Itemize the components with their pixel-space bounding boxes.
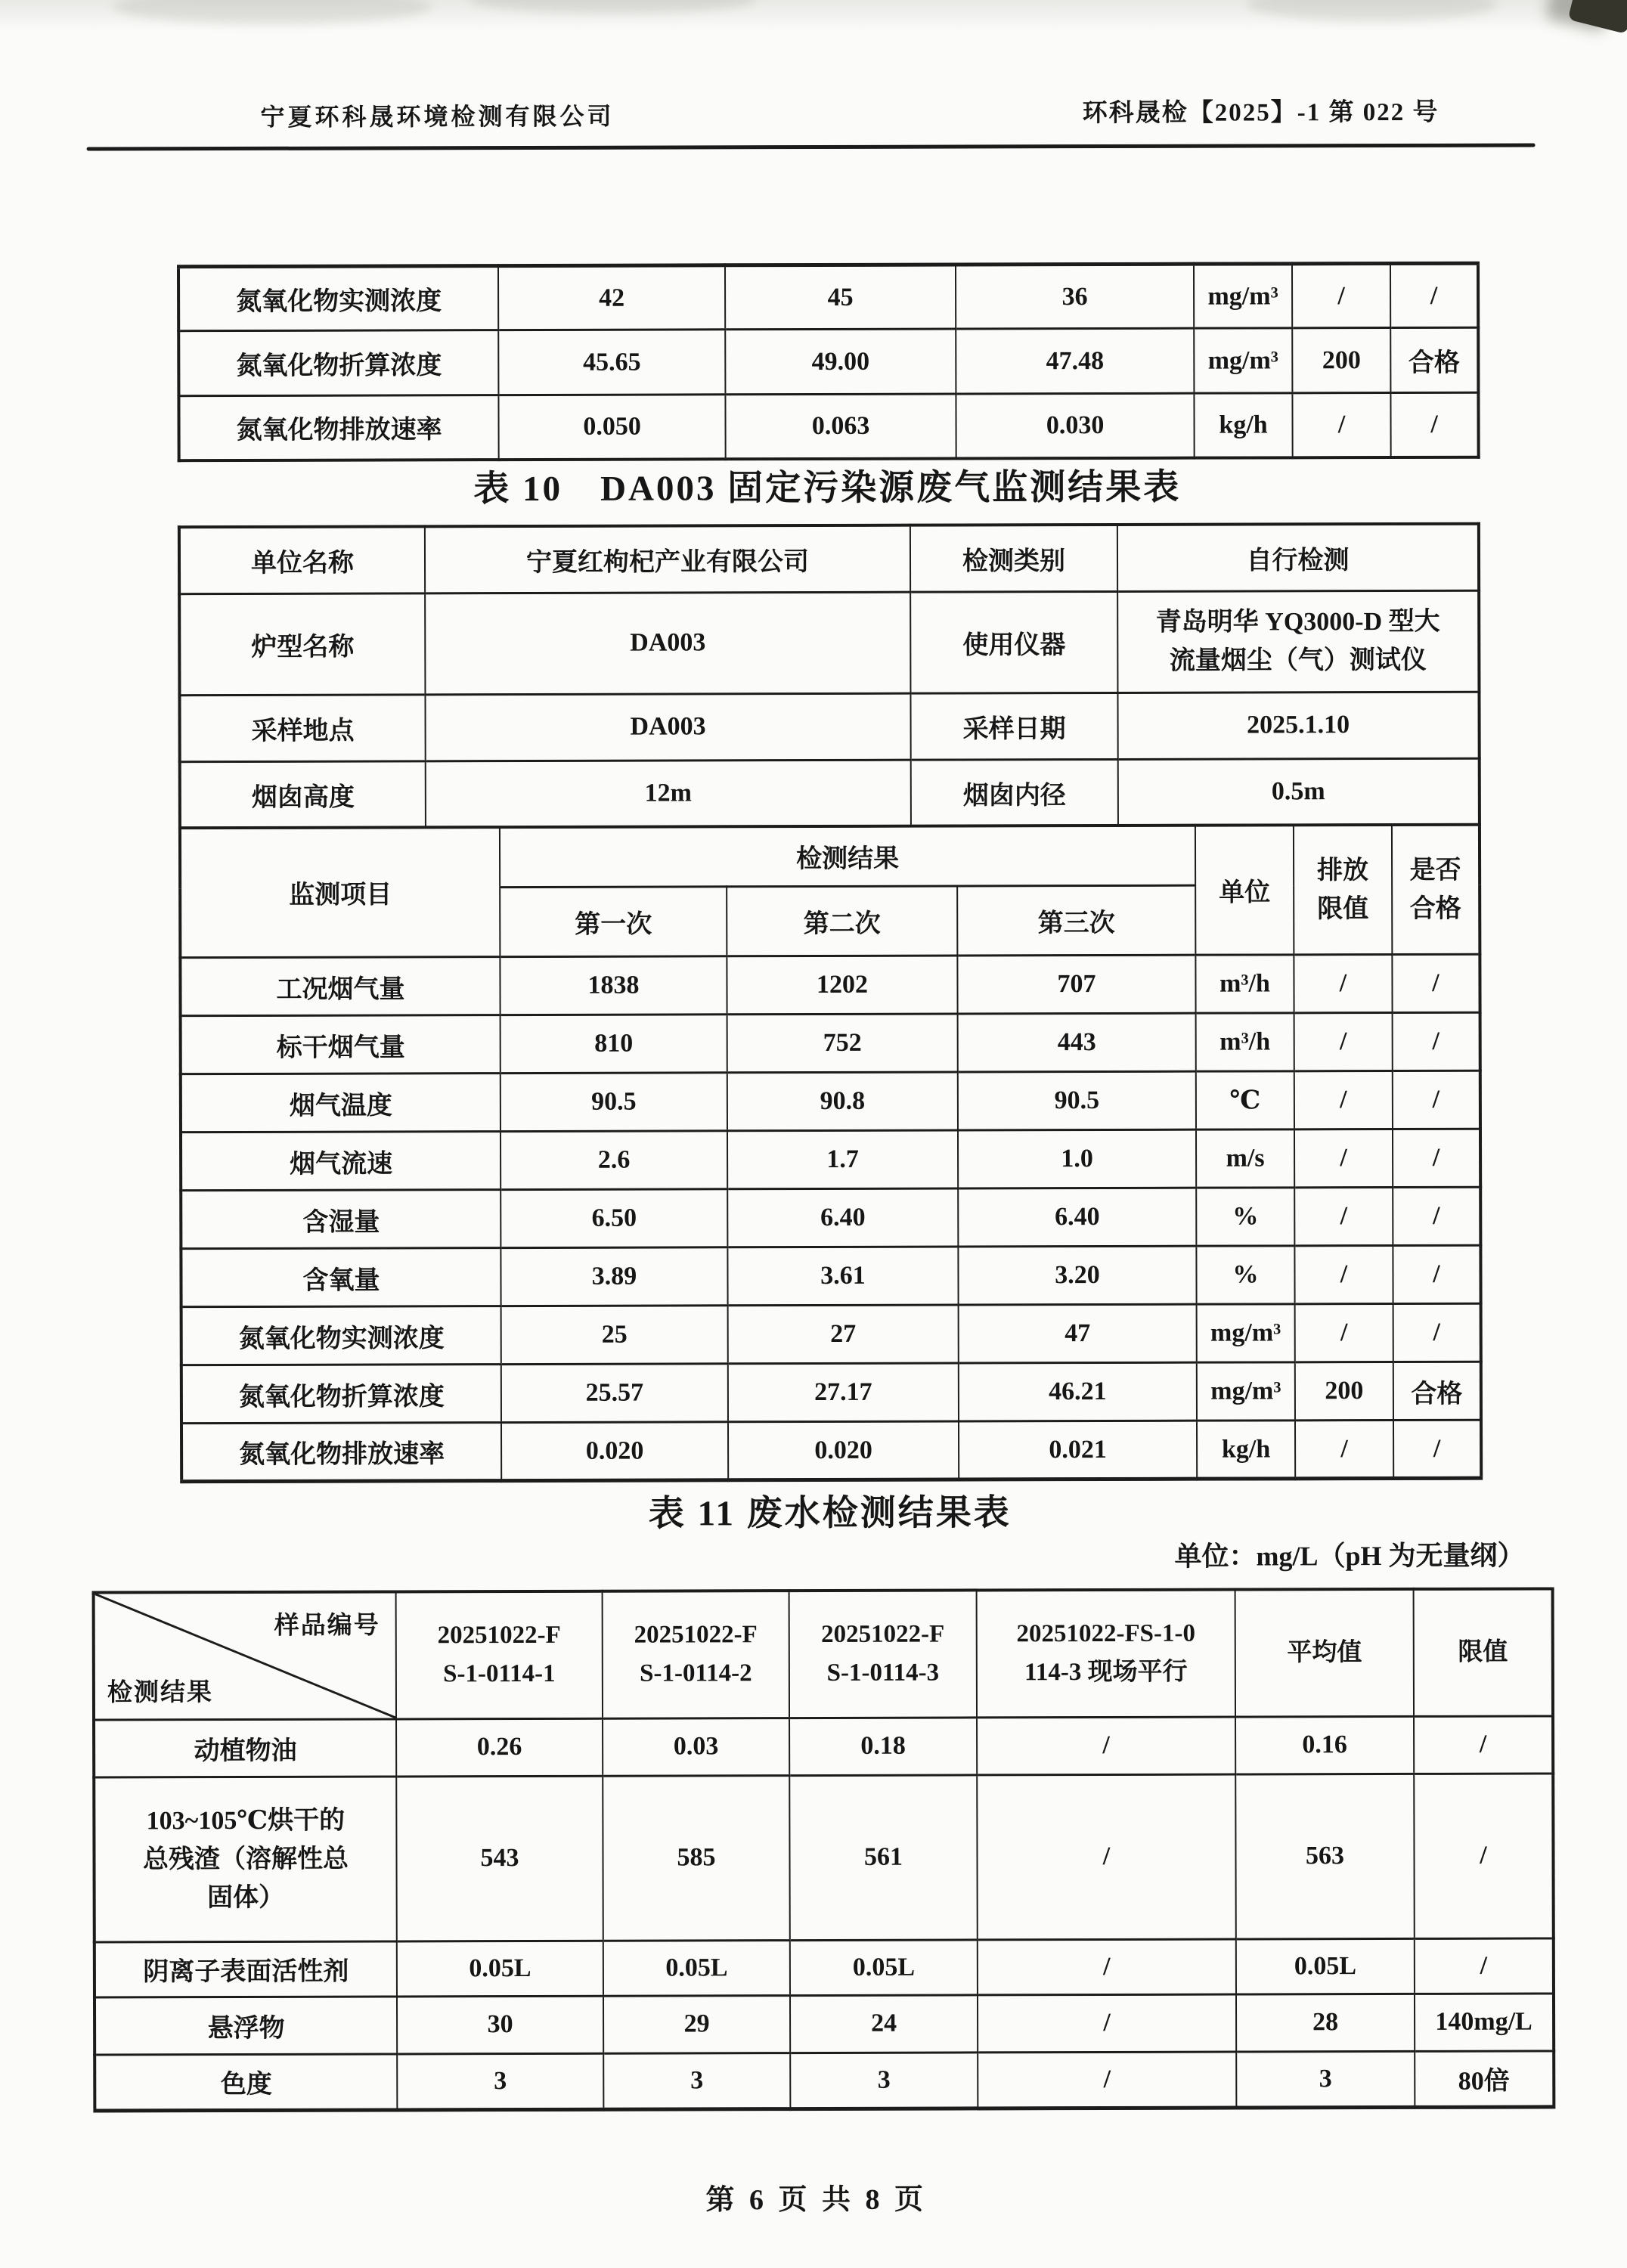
value-cell: 27 xyxy=(728,1305,959,1364)
qualified-cell: / xyxy=(1393,1012,1480,1070)
value-cell: 29 xyxy=(603,1995,790,2053)
column-header-run1: 第一次 xyxy=(500,887,727,957)
table-row xyxy=(181,1420,1481,1482)
row-label-cell: 氮氧化物折算浓度 xyxy=(178,330,498,396)
average-cell: 28 xyxy=(1236,1994,1415,2052)
unit-cell: % xyxy=(1196,1188,1294,1246)
table-row xyxy=(180,758,1480,829)
table10-title: 表 10 DA003 固定污染源废气监测结果表 xyxy=(473,467,1182,510)
info-value-cell: 青岛明华 YQ3000-D 型大 流量烟尘（气）测试仪 xyxy=(1117,590,1479,692)
value-cell: 3.61 xyxy=(727,1247,958,1306)
row-label-cell: 氮氧化物实测浓度 xyxy=(178,266,498,331)
column-header-result-group: 检测结果 xyxy=(500,825,1195,887)
gas-table-continued xyxy=(177,262,1480,462)
value-cell: 0.05L xyxy=(790,1939,978,1995)
value-cell: 30 xyxy=(397,1996,603,2054)
qualified-cell: 合格 xyxy=(1393,1362,1481,1420)
value-cell: 0.26 xyxy=(396,1718,603,1777)
value-cell: 0.18 xyxy=(789,1717,977,1775)
value-cell: 47 xyxy=(959,1304,1197,1363)
value-cell: 27.17 xyxy=(728,1363,959,1422)
average-cell: 563 xyxy=(1235,1774,1415,1939)
qualified-cell: 合格 xyxy=(1390,327,1478,392)
value-cell: 1.7 xyxy=(727,1130,958,1189)
table-row xyxy=(94,1773,1554,1941)
limit-cell: / xyxy=(1294,1187,1393,1245)
unit-cell: m/s xyxy=(1196,1129,1294,1188)
info-value-cell: 宁夏红枸杞产业有限公司 xyxy=(425,525,910,593)
value-cell: 3 xyxy=(397,2053,603,2110)
value-cell: 561 xyxy=(789,1774,978,1940)
table-row xyxy=(179,524,1479,594)
info-value-cell: DA003 xyxy=(425,592,910,695)
unit-cell: kg/h xyxy=(1194,393,1292,457)
value-cell: 810 xyxy=(500,1015,727,1074)
row-label-cell: 烟气流速 xyxy=(181,1132,500,1191)
limit-cell: / xyxy=(1294,1129,1393,1187)
value-cell: 6.40 xyxy=(727,1188,958,1247)
column-header-unit: 单位 xyxy=(1195,825,1294,955)
diagonal-header-top-label: 样品编号 xyxy=(274,1612,380,1640)
table-row xyxy=(95,1938,1554,1997)
value-cell: 24 xyxy=(790,1994,978,2053)
info-label-cell: 炉型名称 xyxy=(179,593,425,695)
limit-cell: / xyxy=(1414,1773,1554,1938)
limit-cell: / xyxy=(1414,1715,1553,1773)
document-number-header: 环科晟检【2025】-1 第 022 号 xyxy=(1082,98,1440,128)
diagonal-header-cell xyxy=(94,1591,396,1719)
table10-info xyxy=(178,522,1481,829)
value-cell: / xyxy=(978,1994,1236,2053)
limit-cell: / xyxy=(1295,1303,1393,1362)
value-cell: 0.021 xyxy=(959,1421,1197,1479)
info-label-cell: 检测类别 xyxy=(910,525,1117,592)
table-row xyxy=(178,327,1478,396)
row-label-cell: 工况烟气量 xyxy=(180,957,500,1016)
value-cell: 0.03 xyxy=(603,1718,789,1776)
info-value-cell: 0.5m xyxy=(1118,758,1480,826)
table11-unit-note: 单位：mg/L（pH 为无量纲） xyxy=(1174,1540,1525,1572)
row-label-cell: 标干烟气量 xyxy=(181,1015,500,1074)
table-row xyxy=(181,1129,1480,1191)
value-cell: 0.05L xyxy=(603,1940,790,1996)
column-header-limit: 限值 xyxy=(1414,1588,1553,1715)
row-label-cell: 氮氧化物排放速率 xyxy=(178,395,498,460)
value-cell: / xyxy=(978,2052,1236,2108)
info-label-cell: 烟囱高度 xyxy=(180,761,426,828)
limit-cell: / xyxy=(1294,1012,1393,1070)
value-cell: 3 xyxy=(603,2053,790,2109)
value-cell: 0.020 xyxy=(728,1421,959,1480)
unit-cell: mg/m³ xyxy=(1197,1304,1295,1362)
value-cell: 45.65 xyxy=(498,330,725,395)
limit-cell: / xyxy=(1294,1070,1393,1129)
column-header-sample1: 20251022-F S-1-0114-1 xyxy=(396,1591,603,1719)
value-cell: 6.50 xyxy=(500,1189,727,1248)
average-cell: 3 xyxy=(1236,2051,1415,2108)
column-header-average: 平均值 xyxy=(1235,1589,1414,1717)
table-header-row xyxy=(180,824,1480,888)
value-cell: 752 xyxy=(727,1014,958,1073)
value-cell: 46.21 xyxy=(959,1362,1197,1421)
table-row xyxy=(181,1187,1480,1249)
unit-cell: mg/m³ xyxy=(1194,264,1292,328)
column-header-qualified: 是否 合格 xyxy=(1392,824,1480,954)
value-cell: 543 xyxy=(396,1776,603,1941)
value-cell: / xyxy=(977,1717,1235,1775)
value-cell: 90.5 xyxy=(500,1073,727,1132)
value-cell: / xyxy=(978,1939,1236,1995)
value-cell: 3.89 xyxy=(500,1247,727,1306)
unit-cell: mg/m³ xyxy=(1197,1362,1295,1421)
table-row xyxy=(179,692,1479,762)
value-cell: / xyxy=(977,1774,1236,1940)
limit-cell: / xyxy=(1295,1420,1393,1478)
value-cell: 443 xyxy=(958,1013,1196,1072)
table-row xyxy=(178,263,1478,331)
header-rule xyxy=(87,143,1536,150)
value-cell: 47.48 xyxy=(956,328,1194,394)
table10-main xyxy=(178,823,1483,1484)
row-label-cell: 氮氧化物实测浓度 xyxy=(181,1306,501,1365)
unit-cell: kg/h xyxy=(1197,1421,1295,1479)
column-header-sample2: 20251022-F S-1-0114-2 xyxy=(603,1591,789,1718)
value-cell: 0.030 xyxy=(956,393,1194,458)
limit-cell: 200 xyxy=(1295,1362,1393,1420)
unit-cell: m³/h xyxy=(1196,1013,1294,1071)
value-cell: 36 xyxy=(956,264,1194,329)
table-row xyxy=(95,1993,1554,2054)
limit-cell: / xyxy=(1294,954,1392,1012)
info-label-cell: 采样日期 xyxy=(910,692,1117,760)
qualified-cell: / xyxy=(1393,1129,1480,1187)
value-cell: 90.5 xyxy=(958,1071,1196,1130)
qualified-cell: / xyxy=(1393,1070,1480,1129)
company-name-header: 宁夏环科晟环境检测有限公司 xyxy=(260,102,615,131)
row-label-cell: 氮氧化物折算浓度 xyxy=(181,1365,501,1424)
table-row xyxy=(94,1715,1553,1777)
value-cell: 707 xyxy=(957,955,1195,1014)
value-cell: 1838 xyxy=(500,956,727,1015)
table11-wastewater xyxy=(92,1587,1556,2112)
table-header-row xyxy=(94,1588,1553,1719)
info-label-cell: 单位名称 xyxy=(179,526,425,593)
limit-cell: 200 xyxy=(1292,327,1390,392)
row-label-cell: 阴离子表面活性剂 xyxy=(95,1941,397,1997)
qualified-cell: / xyxy=(1392,954,1480,1012)
value-cell: 25 xyxy=(501,1306,728,1365)
qualified-cell: / xyxy=(1393,1245,1480,1303)
qualified-cell: / xyxy=(1393,1187,1480,1245)
table-row xyxy=(181,1303,1481,1365)
diagonal-header-bottom-label: 检测结果 xyxy=(107,1678,213,1706)
value-cell: 42 xyxy=(498,265,725,330)
limit-cell: / xyxy=(1415,1938,1554,1993)
column-header-run3: 第三次 xyxy=(957,885,1195,956)
row-label-cell: 动植物油 xyxy=(94,1718,396,1777)
value-cell: 3 xyxy=(790,2052,978,2108)
unit-cell: mg/m³ xyxy=(1194,328,1292,393)
table-row xyxy=(181,1245,1480,1307)
value-cell: 0.05L xyxy=(397,1941,603,1997)
info-value-cell: 12m xyxy=(426,760,911,828)
unit-cell: % xyxy=(1196,1246,1294,1304)
value-cell: 585 xyxy=(603,1775,790,1941)
column-header-run2: 第二次 xyxy=(727,886,957,956)
row-label-cell: 烟气温度 xyxy=(181,1074,500,1132)
row-label-cell: 氮氧化物排放速率 xyxy=(181,1423,501,1482)
qualified-cell: / xyxy=(1393,1303,1481,1362)
row-label-cell: 色度 xyxy=(95,2053,397,2110)
value-cell: 49.00 xyxy=(725,329,956,395)
column-header-parallel: 20251022-FS-1-0 114-3 现场平行 xyxy=(977,1590,1235,1718)
average-cell: 0.16 xyxy=(1235,1716,1414,1774)
info-label-cell: 使用仪器 xyxy=(910,591,1117,693)
qualified-cell: / xyxy=(1393,1420,1481,1478)
limit-cell: 80倍 xyxy=(1415,2050,1554,2106)
value-cell: 25.57 xyxy=(501,1364,728,1423)
table-row xyxy=(181,1362,1481,1424)
value-cell: 3.20 xyxy=(958,1246,1196,1305)
row-label-cell: 103~105℃烘干的 总残渣（溶解性总 固体） xyxy=(94,1776,397,1941)
limit-cell: / xyxy=(1292,392,1390,457)
info-value-cell: 自行检测 xyxy=(1117,524,1479,591)
table-row xyxy=(181,1012,1480,1074)
unit-cell: m³/h xyxy=(1195,955,1294,1013)
qualified-cell: / xyxy=(1390,263,1478,327)
row-label-cell: 悬浮物 xyxy=(95,1996,397,2054)
limit-cell: / xyxy=(1294,1245,1393,1303)
column-header-sample3: 20251022-F S-1-0114-3 xyxy=(789,1590,977,1718)
column-header-item: 监测项目 xyxy=(180,827,500,958)
value-cell: 0.050 xyxy=(498,395,725,460)
value-cell: 1.0 xyxy=(958,1129,1196,1188)
limit-cell: 140mg/L xyxy=(1415,1993,1554,2050)
value-cell: 0.020 xyxy=(501,1422,728,1481)
value-cell: 2.6 xyxy=(500,1131,727,1190)
value-cell: 6.40 xyxy=(958,1188,1196,1247)
row-label-cell: 含氧量 xyxy=(181,1248,500,1307)
value-cell: 1202 xyxy=(727,956,957,1015)
value-cell: 90.8 xyxy=(727,1072,958,1131)
row-label-cell: 含湿量 xyxy=(181,1190,500,1249)
info-label-cell: 烟囱内径 xyxy=(911,759,1118,826)
value-cell: 0.063 xyxy=(725,394,956,459)
page-number-footer: 第 6 页 共 8 页 xyxy=(705,2183,927,2217)
table11-title: 表 11 废水检测结果表 xyxy=(648,1493,1012,1534)
unit-cell: ℃ xyxy=(1196,1071,1294,1129)
average-cell: 0.05L xyxy=(1236,1938,1415,1994)
table-row xyxy=(179,590,1479,695)
info-value-cell: 2025.1.10 xyxy=(1117,692,1479,759)
table-row xyxy=(95,2050,1554,2110)
table-row xyxy=(180,954,1480,1016)
info-value-cell: DA003 xyxy=(425,693,910,761)
value-cell: 45 xyxy=(725,265,956,330)
column-header-limit: 排放 限值 xyxy=(1294,824,1392,954)
table-row xyxy=(181,1070,1480,1132)
info-label-cell: 采样地点 xyxy=(179,694,425,761)
table-row xyxy=(178,392,1478,460)
limit-cell: / xyxy=(1292,263,1390,327)
qualified-cell: / xyxy=(1390,392,1478,457)
